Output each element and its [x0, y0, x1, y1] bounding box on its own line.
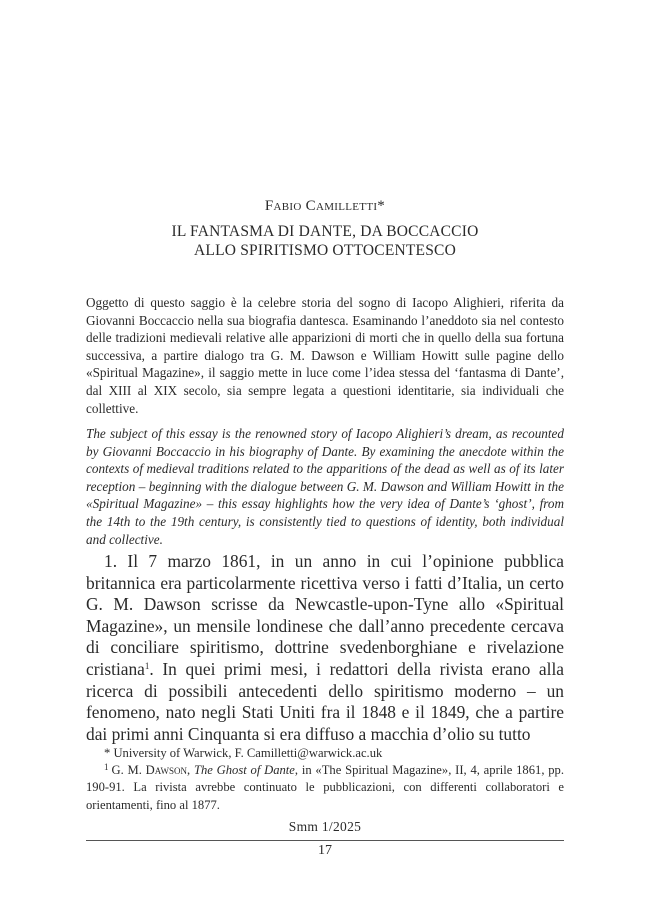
- footnote-1-rest: , in «The Spiritual Magazine», II, 4, aprile 1861, pp. 190-91. La rivista avrebbe continuato le pubblicazioni, con differenti collaboratori e orientamenti, fino al 1877.: [86, 763, 564, 812]
- body-paragraph: [86, 551, 564, 745]
- page-number: 17: [318, 843, 332, 858]
- body-paragraph-part2: . In quei primi mesi, i redattori della rivista erano alla ricerca di possibili antecedenti dello spiritismo moderno – un fenomeno, nato negli Stati Uniti fra il 1848 e il 1849, che a partire dai primi anni Cinquanta si era diffuso a macchia d’olio su tutto: [86, 658, 564, 744]
- body-text: [86, 551, 564, 745]
- article-author: Fabio Camilletti*: [264, 198, 386, 214]
- footnotes: [86, 745, 564, 814]
- article-title: [0, 222, 650, 260]
- abstract-english-text: The subject of this essay is the renowned story of Iacopo Alighieri’s dream, as recounted by Giovanni Boccaccio in his biography of Dante. By examining the anecdote within the contexts of medieval traditions related to the apparitions of the dead as well as of its later reception – beginning with the dialogue between G. M. Dawson and William Howitt in the «Spiritual Magazine» – this essay highlights how the very idea of Dante’s ‘ghost’, from the 14th to the 19th century, is consistently tied to questions of identity, both individual and collective.: [86, 426, 564, 547]
- title-line-1: IL FANTASMA DI DANTE, DA BOCCACCIO: [171, 223, 479, 240]
- footnote-1-mark: 1: [104, 762, 109, 773]
- footnote-1-author: G. M. Dawson,: [111, 763, 191, 778]
- footnote-reference: 1: [144, 660, 150, 671]
- journal-issue: Smm 1/2025: [288, 819, 362, 834]
- footnote-1: [86, 762, 564, 814]
- abstract-english: [86, 425, 564, 548]
- footer-divider: [86, 840, 564, 841]
- abstract-italian: [86, 294, 564, 417]
- body-paragraph-part1: 1. Il 7 marzo 1861, in un anno in cui l’opinione pubblica britannica era particolarmente ricettiva verso i fatti d’Italia, un certo G. M. Dawson scrisse da Newcastle-upon-Tyne allo «Spiritual Magazine», un mensile londinese che dall’anno precedente cercava di conciliare spiritismo, dottrine svedenborghiane e rivelazione cristiana: [86, 551, 564, 679]
- abstract-italian-text: Oggetto di questo saggio è la celebre storia del sogno di Iacopo Alighieri, riferita da Giovanni Boccaccio nella sua biografia dantesca. Esaminando l’aneddoto sia nel contesto delle tradizioni medievali relative alle apparizioni di morti che in quello della sua fortuna successiva, a partire dialogo tra G. M. Dawson e William Howitt sulle pagine dello «Spiritual Magazine», il saggio mette in luce come l’idea stessa del ‘fantasma di Dante’, dal XIII al XIX secolo, sia sempre legata a questioni identitarie, sia individuali che collettive.: [86, 295, 564, 416]
- title-line-2: ALLO SPIRITISMO OTTOCENTESCO: [194, 242, 456, 259]
- footnote-1-title: The Ghost of Dante: [193, 763, 295, 778]
- footnote-star: * University of Warwick, F. Camilletti@warwick.ac.uk: [104, 746, 383, 760]
